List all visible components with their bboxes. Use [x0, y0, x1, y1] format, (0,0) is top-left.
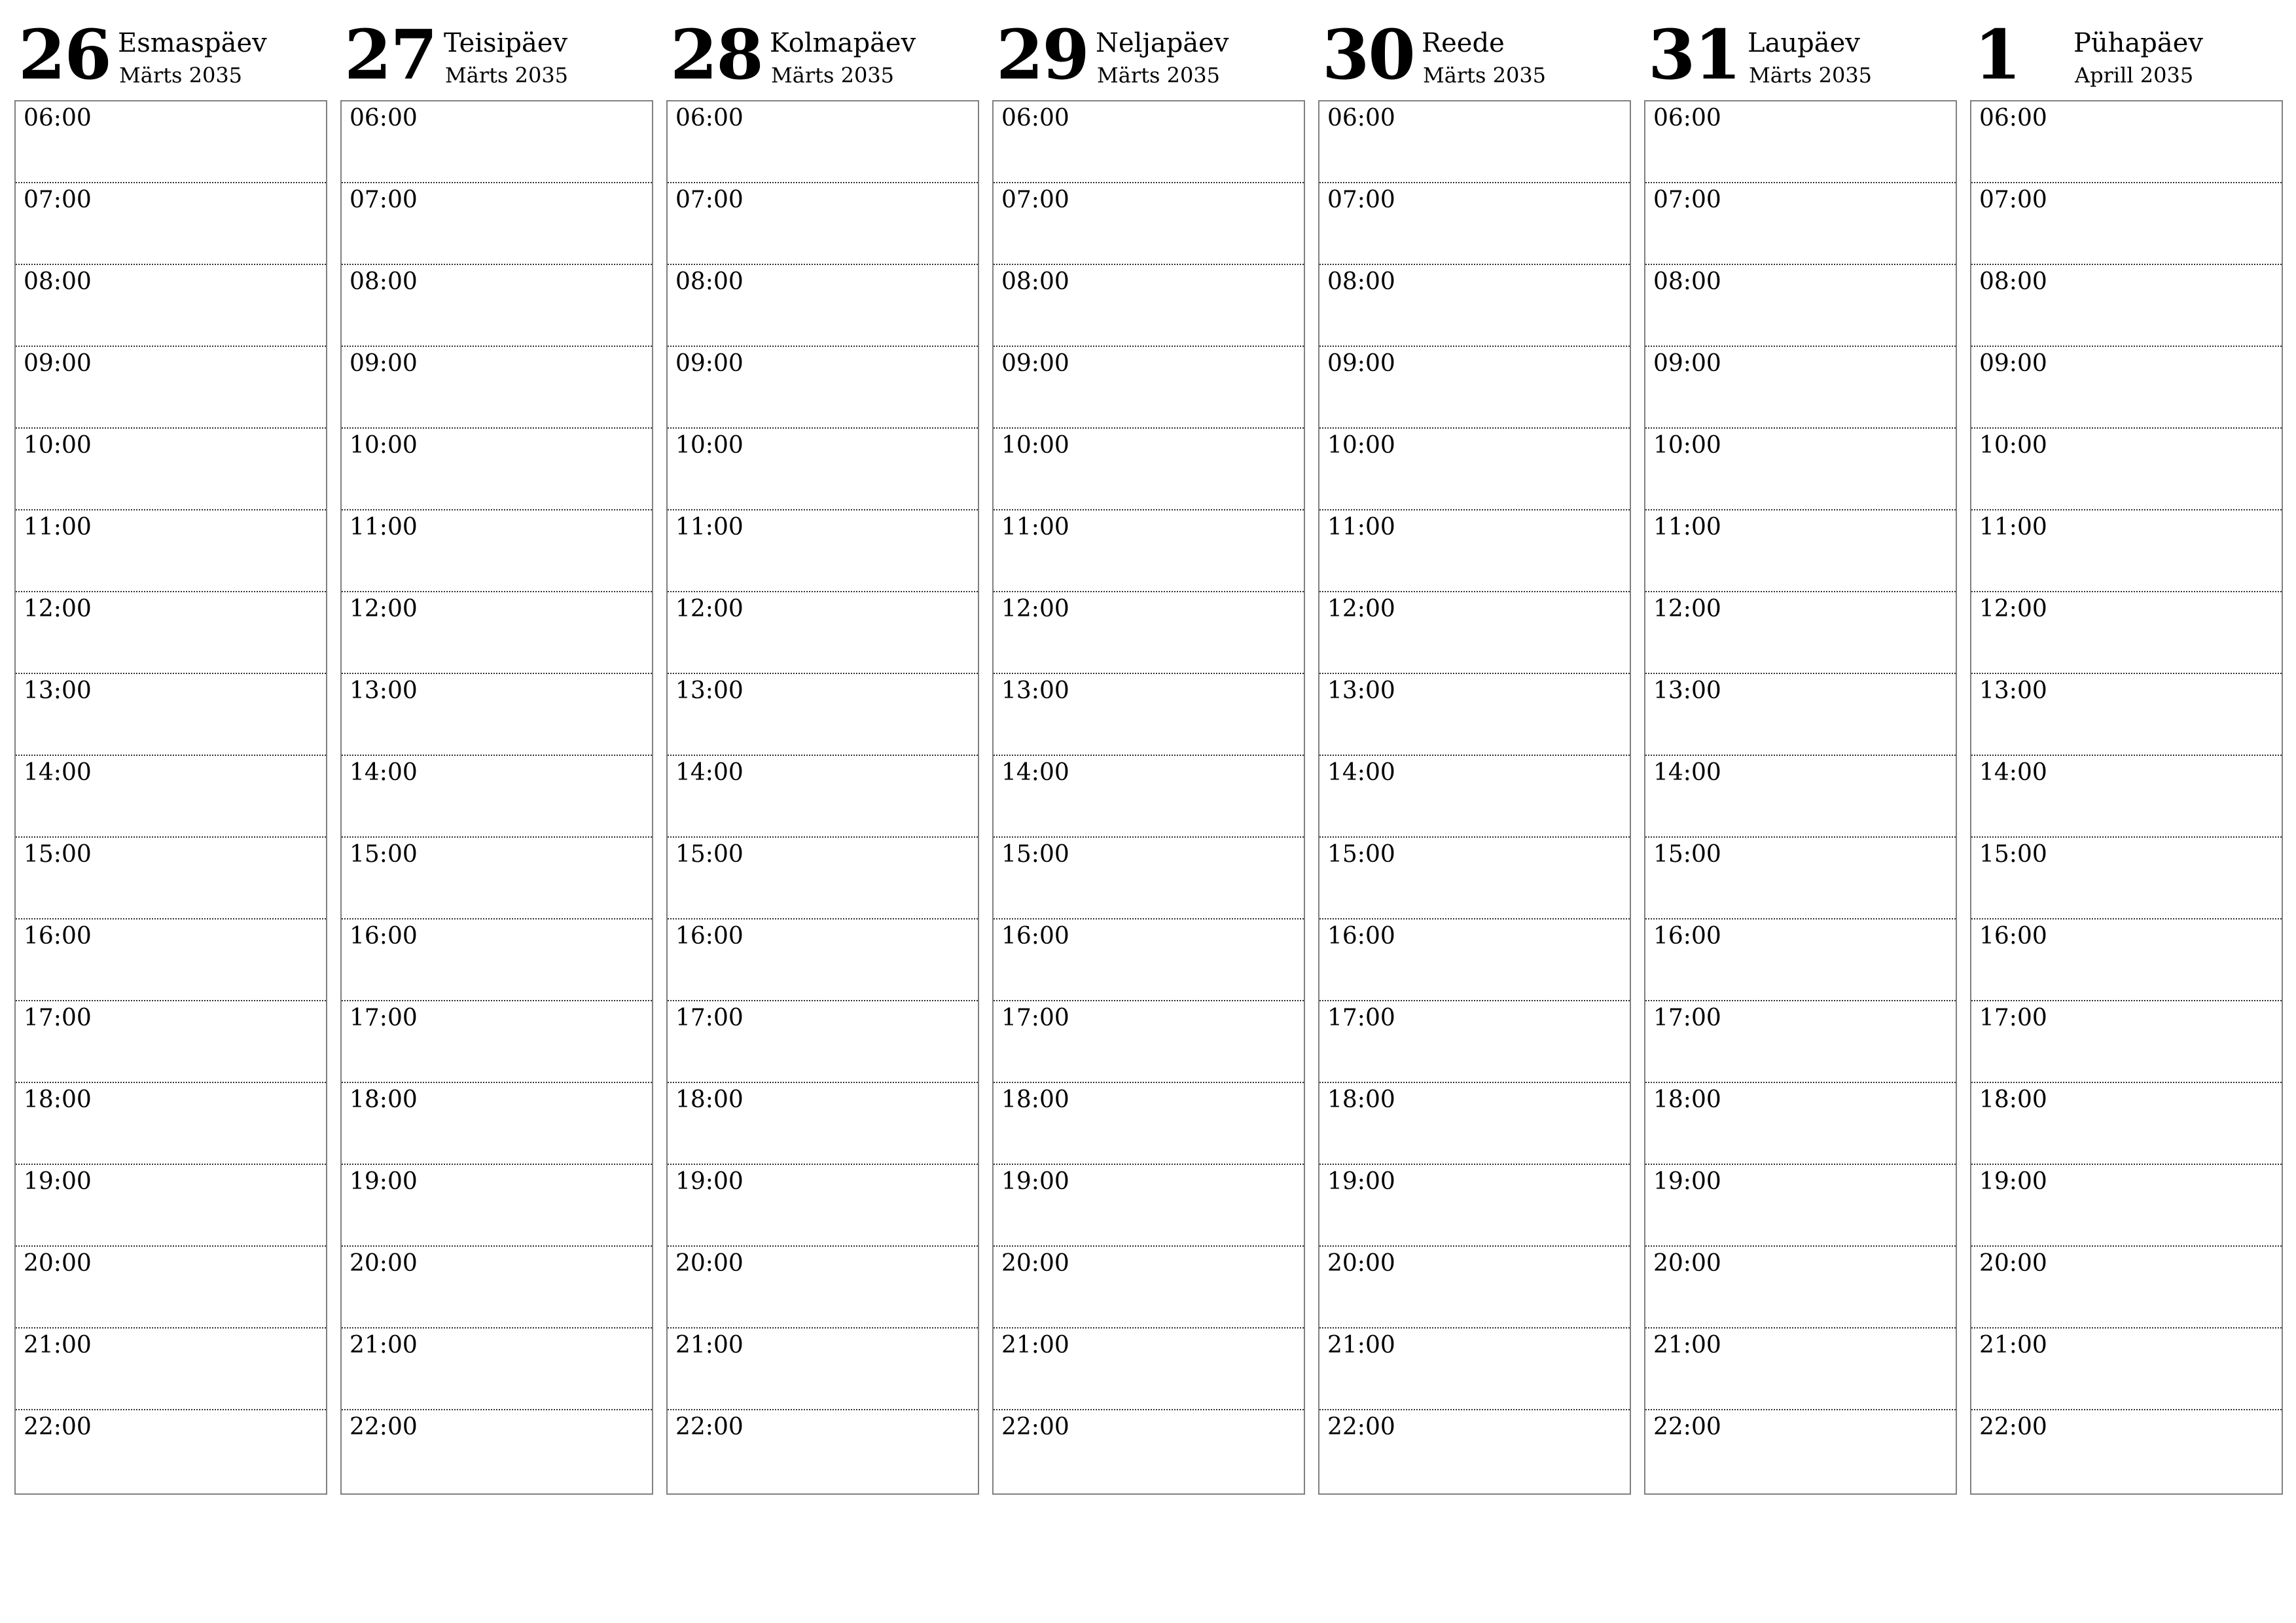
day-header: [666, 13, 979, 100]
slot-time-label: 22:00: [24, 1414, 92, 1440]
slot-time-label: 22:00: [675, 1414, 744, 1440]
time-slot[interactable]: [668, 429, 978, 510]
slot-time-label: 16:00: [350, 923, 418, 950]
slot-time-label: 17:00: [1327, 1005, 1395, 1031]
time-slot[interactable]: [1645, 183, 1956, 265]
time-slot[interactable]: [1645, 919, 1956, 1001]
time-slot[interactable]: [342, 510, 652, 592]
slot-time-label: 08:00: [675, 268, 744, 295]
slot-time-label: 13:00: [675, 677, 744, 704]
slot-time-label: 21:00: [1979, 1332, 2047, 1359]
slot-time-label: 10:00: [1001, 432, 1069, 459]
time-slot[interactable]: [16, 756, 326, 838]
slot-time-label: 13:00: [1001, 677, 1069, 704]
day-number: 1: [1974, 14, 2020, 95]
time-slot[interactable]: [16, 429, 326, 510]
time-slot[interactable]: [1319, 1410, 1630, 1493]
slot-time-label: 07:00: [1001, 187, 1069, 213]
slot-time-label: 09:00: [1001, 350, 1069, 377]
slot-time-label: 13:00: [1653, 677, 1721, 704]
slot-time-label: 12:00: [1327, 596, 1395, 622]
time-slot[interactable]: [994, 265, 1304, 347]
slot-time-label: 20:00: [1653, 1250, 1721, 1277]
time-slot[interactable]: [1971, 838, 2282, 919]
slot-time-label: 08:00: [350, 268, 418, 295]
time-slot[interactable]: [994, 1001, 1304, 1083]
day-number: 26: [18, 14, 111, 95]
time-slot[interactable]: [994, 510, 1304, 592]
time-slot[interactable]: [668, 674, 978, 756]
slot-time-label: 12:00: [1979, 596, 2047, 622]
time-slot[interactable]: [342, 347, 652, 429]
day-schedule-box[interactable]: [14, 100, 327, 1495]
slot-time-label: 20:00: [675, 1250, 744, 1277]
slot-time-label: 07:00: [1979, 187, 2047, 213]
time-slot[interactable]: [342, 1329, 652, 1410]
time-slot[interactable]: [1319, 183, 1630, 265]
time-slot[interactable]: [16, 1247, 326, 1329]
time-slot[interactable]: [1319, 1165, 1630, 1247]
slot-time-label: 16:00: [675, 923, 744, 950]
slot-time-label: 12:00: [24, 596, 92, 622]
time-slot[interactable]: [342, 101, 652, 183]
time-slot[interactable]: [1319, 1329, 1630, 1410]
slot-time-label: 13:00: [24, 677, 92, 704]
time-slot[interactable]: [668, 838, 978, 919]
slot-time-label: 15:00: [1979, 841, 2047, 868]
time-slot[interactable]: [668, 1329, 978, 1410]
slot-time-label: 10:00: [675, 432, 744, 459]
day-name: Kolmapäev: [770, 28, 916, 58]
time-slot[interactable]: [668, 1410, 978, 1493]
time-slot[interactable]: [1971, 1329, 2282, 1410]
time-slot[interactable]: [1971, 429, 2282, 510]
time-slot[interactable]: [1319, 1247, 1630, 1329]
time-slot[interactable]: [342, 183, 652, 265]
slot-time-label: 13:00: [350, 677, 418, 704]
slot-time-label: 15:00: [24, 841, 92, 868]
time-slot[interactable]: [1645, 265, 1956, 347]
day-schedule-box[interactable]: [992, 100, 1305, 1495]
day-name: Pühapäev: [2073, 28, 2204, 58]
slot-time-label: 09:00: [675, 350, 744, 377]
slot-time-label: 11:00: [675, 514, 744, 541]
time-slot[interactable]: [668, 101, 978, 183]
day-column-monday: [14, 13, 327, 1492]
time-slot[interactable]: [342, 1165, 652, 1247]
time-slot[interactable]: [1319, 838, 1630, 919]
time-slot[interactable]: [342, 756, 652, 838]
slot-time-label: 12:00: [350, 596, 418, 622]
time-slot[interactable]: [1319, 101, 1630, 183]
day-schedule-box[interactable]: [340, 100, 653, 1495]
slot-time-label: 15:00: [675, 841, 744, 868]
day-month: Märts 2035: [1423, 63, 1547, 88]
time-slot[interactable]: [342, 265, 652, 347]
slot-time-label: 17:00: [1001, 1005, 1069, 1031]
slot-time-label: 15:00: [1653, 841, 1721, 868]
day-month: Märts 2035: [1749, 63, 1873, 88]
slot-time-label: 16:00: [1979, 923, 2047, 950]
slot-time-label: 20:00: [1327, 1250, 1395, 1277]
time-slot[interactable]: [16, 674, 326, 756]
slot-time-label: 18:00: [1979, 1086, 2047, 1113]
slot-time-label: 19:00: [24, 1168, 92, 1195]
time-slot[interactable]: [1971, 1001, 2282, 1083]
time-slot[interactable]: [1971, 919, 2282, 1001]
time-slot[interactable]: [1971, 1165, 2282, 1247]
time-slot[interactable]: [1645, 1083, 1956, 1165]
slot-time-label: 22:00: [1653, 1414, 1721, 1440]
slot-time-label: 12:00: [1653, 596, 1721, 622]
time-slot[interactable]: [342, 674, 652, 756]
weekly-planner: [14, 13, 2283, 1492]
time-slot[interactable]: [1645, 1329, 1956, 1410]
day-schedule-box[interactable]: [1318, 100, 1631, 1495]
slot-time-label: 15:00: [350, 841, 418, 868]
slot-time-label: 14:00: [24, 759, 92, 786]
slot-time-label: 06:00: [1001, 105, 1069, 132]
time-slot[interactable]: [16, 838, 326, 919]
slot-time-label: 18:00: [675, 1086, 744, 1113]
time-slot[interactable]: [1971, 1247, 2282, 1329]
time-slot[interactable]: [994, 1247, 1304, 1329]
slot-time-label: 06:00: [24, 105, 92, 132]
time-slot[interactable]: [342, 1410, 652, 1493]
time-slot[interactable]: [1971, 183, 2282, 265]
slot-time-label: 21:00: [1653, 1332, 1721, 1359]
time-slot[interactable]: [1645, 592, 1956, 674]
slot-time-label: 11:00: [24, 514, 92, 541]
time-slot[interactable]: [342, 1083, 652, 1165]
slot-time-label: 07:00: [1327, 187, 1395, 213]
slot-time-label: 19:00: [1327, 1168, 1395, 1195]
day-month: Märts 2035: [445, 63, 569, 88]
time-slot[interactable]: [668, 1001, 978, 1083]
time-slot[interactable]: [1645, 347, 1956, 429]
time-slot[interactable]: [994, 1083, 1304, 1165]
slot-time-label: 08:00: [1001, 268, 1069, 295]
slot-time-label: 11:00: [1327, 514, 1395, 541]
time-slot[interactable]: [1319, 347, 1630, 429]
time-slot[interactable]: [1319, 265, 1630, 347]
slot-time-label: 21:00: [24, 1332, 92, 1359]
time-slot[interactable]: [1645, 1001, 1956, 1083]
time-slot[interactable]: [342, 1001, 652, 1083]
day-column-wednesday: [666, 13, 979, 1492]
time-slot[interactable]: [1971, 347, 2282, 429]
slot-time-label: 07:00: [24, 187, 92, 213]
time-slot[interactable]: [16, 1001, 326, 1083]
time-slot[interactable]: [16, 265, 326, 347]
slot-time-label: 21:00: [350, 1332, 418, 1359]
time-slot[interactable]: [342, 838, 652, 919]
time-slot[interactable]: [1319, 1001, 1630, 1083]
time-slot[interactable]: [1319, 429, 1630, 510]
slot-time-label: 22:00: [1001, 1414, 1069, 1440]
time-slot[interactable]: [1319, 1083, 1630, 1165]
slot-time-label: 09:00: [1653, 350, 1721, 377]
time-slot[interactable]: [1645, 429, 1956, 510]
time-slot[interactable]: [668, 183, 978, 265]
time-slot[interactable]: [668, 1083, 978, 1165]
time-slot[interactable]: [668, 919, 978, 1001]
slot-time-label: 13:00: [1327, 677, 1395, 704]
time-slot[interactable]: [994, 756, 1304, 838]
time-slot[interactable]: [16, 1410, 326, 1493]
time-slot[interactable]: [668, 510, 978, 592]
day-header: [1644, 13, 1957, 100]
slot-time-label: 21:00: [1001, 1332, 1069, 1359]
slot-time-label: 11:00: [1979, 514, 2047, 541]
time-slot[interactable]: [1319, 674, 1630, 756]
slot-time-label: 18:00: [24, 1086, 92, 1113]
slot-time-label: 16:00: [1327, 923, 1395, 950]
slot-time-label: 07:00: [350, 187, 418, 213]
time-slot[interactable]: [1971, 592, 2282, 674]
slot-time-label: 20:00: [350, 1250, 418, 1277]
time-slot[interactable]: [16, 919, 326, 1001]
time-slot[interactable]: [994, 347, 1304, 429]
time-slot[interactable]: [994, 183, 1304, 265]
time-slot[interactable]: [16, 183, 326, 265]
time-slot[interactable]: [342, 592, 652, 674]
time-slot[interactable]: [668, 265, 978, 347]
time-slot[interactable]: [16, 510, 326, 592]
slot-time-label: 22:00: [350, 1414, 418, 1440]
time-slot[interactable]: [342, 919, 652, 1001]
time-slot[interactable]: [16, 1329, 326, 1410]
time-slot[interactable]: [1645, 756, 1956, 838]
slot-time-label: 20:00: [1979, 1250, 2047, 1277]
slot-time-label: 14:00: [1001, 759, 1069, 786]
slot-time-label: 08:00: [1327, 268, 1395, 295]
day-schedule-box[interactable]: [1644, 100, 1957, 1495]
slot-time-label: 06:00: [1653, 105, 1721, 132]
slot-time-label: 18:00: [1653, 1086, 1721, 1113]
time-slot[interactable]: [994, 429, 1304, 510]
time-slot[interactable]: [1645, 1410, 1956, 1493]
slot-time-label: 11:00: [350, 514, 418, 541]
day-schedule-box[interactable]: [666, 100, 979, 1495]
day-number: 29: [996, 14, 1088, 95]
slot-time-label: 18:00: [1327, 1086, 1395, 1113]
slot-time-label: 06:00: [1327, 105, 1395, 132]
slot-time-label: 08:00: [24, 268, 92, 295]
day-column-saturday: [1644, 13, 1957, 1492]
time-slot[interactable]: [668, 756, 978, 838]
day-header: [14, 13, 327, 100]
time-slot[interactable]: [668, 1165, 978, 1247]
slot-time-label: 15:00: [1327, 841, 1395, 868]
slot-time-label: 10:00: [1979, 432, 2047, 459]
time-slot[interactable]: [994, 838, 1304, 919]
slot-time-label: 10:00: [350, 432, 418, 459]
day-number: 28: [670, 14, 762, 95]
day-column-sunday: [1970, 13, 2283, 1492]
slot-time-label: 14:00: [350, 759, 418, 786]
slot-time-label: 13:00: [1979, 677, 2047, 704]
slot-time-label: 20:00: [24, 1250, 92, 1277]
time-slot[interactable]: [1645, 101, 1956, 183]
day-number: 30: [1322, 14, 1414, 95]
slot-time-label: 12:00: [1001, 596, 1069, 622]
day-month: Aprill 2035: [2075, 63, 2194, 88]
time-slot[interactable]: [994, 592, 1304, 674]
slot-time-label: 07:00: [675, 187, 744, 213]
slot-time-label: 22:00: [1327, 1414, 1395, 1440]
slot-time-label: 22:00: [1979, 1414, 2047, 1440]
slot-time-label: 16:00: [1653, 923, 1721, 950]
slot-time-label: 11:00: [1653, 514, 1721, 541]
time-slot[interactable]: [668, 1247, 978, 1329]
slot-time-label: 15:00: [1001, 841, 1069, 868]
slot-time-label: 10:00: [1653, 432, 1721, 459]
time-slot[interactable]: [1971, 756, 2282, 838]
time-slot[interactable]: [994, 1329, 1304, 1410]
slot-time-label: 16:00: [24, 923, 92, 950]
day-number: 27: [344, 14, 437, 95]
day-column-tuesday: [340, 13, 653, 1492]
slot-time-label: 18:00: [1001, 1086, 1069, 1113]
day-name: Esmaspäev: [118, 28, 267, 58]
day-month: Märts 2035: [1097, 63, 1221, 88]
time-slot[interactable]: [1645, 674, 1956, 756]
time-slot[interactable]: [1645, 1247, 1956, 1329]
slot-time-label: 06:00: [350, 105, 418, 132]
time-slot[interactable]: [994, 1410, 1304, 1493]
slot-time-label: 06:00: [675, 105, 744, 132]
time-slot[interactable]: [668, 592, 978, 674]
slot-time-label: 17:00: [24, 1005, 92, 1031]
time-slot[interactable]: [16, 1083, 326, 1165]
time-slot[interactable]: [994, 101, 1304, 183]
slot-time-label: 08:00: [1979, 268, 2047, 295]
slot-time-label: 17:00: [350, 1005, 418, 1031]
slot-time-label: 17:00: [1653, 1005, 1721, 1031]
time-slot[interactable]: [342, 429, 652, 510]
time-slot[interactable]: [994, 919, 1304, 1001]
slot-time-label: 09:00: [24, 350, 92, 377]
day-column-thursday: [992, 13, 1305, 1492]
slot-time-label: 19:00: [675, 1168, 744, 1195]
day-name: Teisipäev: [444, 28, 568, 58]
slot-time-label: 21:00: [675, 1332, 744, 1359]
slot-time-label: 17:00: [1979, 1005, 2047, 1031]
slot-time-label: 12:00: [675, 596, 744, 622]
time-slot[interactable]: [16, 101, 326, 183]
slot-time-label: 19:00: [350, 1168, 418, 1195]
time-slot[interactable]: [668, 347, 978, 429]
day-name: Laupäev: [1748, 28, 1860, 58]
slot-time-label: 06:00: [1979, 105, 2047, 132]
time-slot[interactable]: [1319, 756, 1630, 838]
day-name: Reede: [1422, 28, 1505, 58]
time-slot[interactable]: [1645, 510, 1956, 592]
day-schedule-box[interactable]: [1970, 100, 2283, 1495]
slot-time-label: 07:00: [1653, 187, 1721, 213]
slot-time-label: 20:00: [1001, 1250, 1069, 1277]
slot-time-label: 14:00: [675, 759, 744, 786]
time-slot[interactable]: [1319, 592, 1630, 674]
time-slot[interactable]: [1319, 510, 1630, 592]
day-month: Märts 2035: [119, 63, 243, 88]
time-slot[interactable]: [1971, 101, 2282, 183]
time-slot[interactable]: [1319, 919, 1630, 1001]
day-header: [1318, 13, 1631, 100]
day-header: [992, 13, 1305, 100]
day-month: Märts 2035: [771, 63, 895, 88]
time-slot[interactable]: [994, 1165, 1304, 1247]
slot-time-label: 08:00: [1653, 268, 1721, 295]
slot-time-label: 19:00: [1653, 1168, 1721, 1195]
time-slot[interactable]: [1971, 510, 2282, 592]
slot-time-label: 21:00: [1327, 1332, 1395, 1359]
slot-time-label: 14:00: [1979, 759, 2047, 786]
slot-time-label: 09:00: [1979, 350, 2047, 377]
time-slot[interactable]: [1971, 265, 2282, 347]
day-column-friday: [1318, 13, 1631, 1492]
time-slot[interactable]: [342, 1247, 652, 1329]
time-slot[interactable]: [1971, 674, 2282, 756]
day-name: Neljapäev: [1096, 28, 1229, 58]
time-slot[interactable]: [1971, 1410, 2282, 1493]
slot-time-label: 19:00: [1979, 1168, 2047, 1195]
time-slot[interactable]: [16, 347, 326, 429]
slot-time-label: 10:00: [24, 432, 92, 459]
time-slot[interactable]: [16, 592, 326, 674]
day-number: 31: [1648, 14, 1740, 95]
time-slot[interactable]: [994, 674, 1304, 756]
slot-time-label: 18:00: [350, 1086, 418, 1113]
slot-time-label: 14:00: [1653, 759, 1721, 786]
slot-time-label: 17:00: [675, 1005, 744, 1031]
slot-time-label: 09:00: [1327, 350, 1395, 377]
slot-time-label: 09:00: [350, 350, 418, 377]
slot-time-label: 11:00: [1001, 514, 1069, 541]
time-slot[interactable]: [1971, 1083, 2282, 1165]
slot-time-label: 10:00: [1327, 432, 1395, 459]
time-slot[interactable]: [1645, 1165, 1956, 1247]
slot-time-label: 14:00: [1327, 759, 1395, 786]
time-slot[interactable]: [1645, 838, 1956, 919]
slot-time-label: 19:00: [1001, 1168, 1069, 1195]
time-slot[interactable]: [16, 1165, 326, 1247]
day-header: [340, 13, 653, 100]
day-header: [1970, 13, 2283, 100]
slot-time-label: 16:00: [1001, 923, 1069, 950]
